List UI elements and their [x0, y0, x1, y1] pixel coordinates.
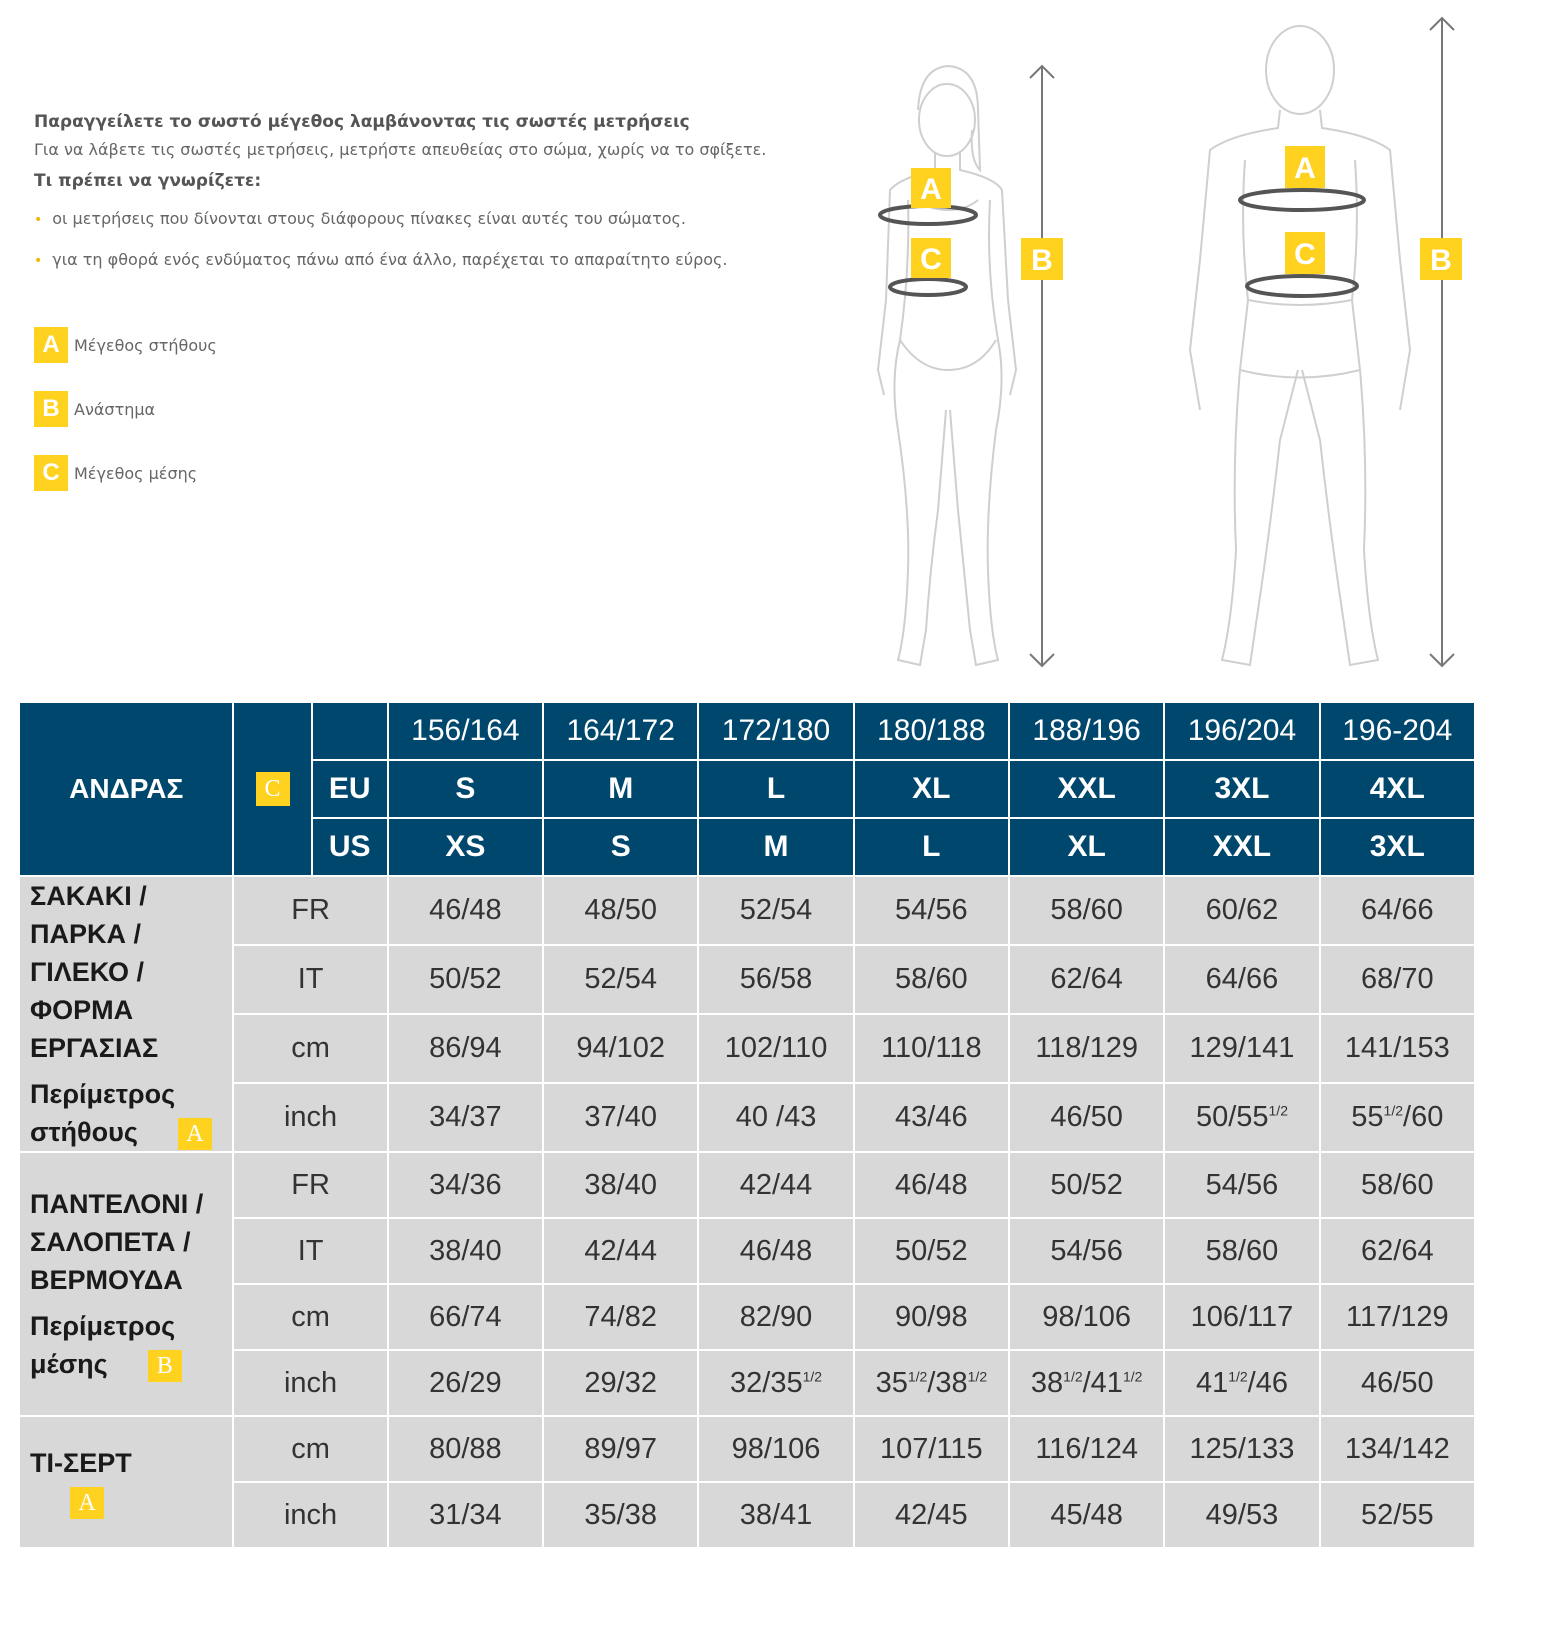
table-row	[19, 1482, 1475, 1548]
eu-size-header: L	[698, 760, 853, 818]
category-measure: Περίμετρος μέσης B	[30, 1307, 232, 1383]
value-cell: 54/56	[1164, 1152, 1319, 1218]
value-cell: 125/133	[1164, 1416, 1319, 1482]
unit-cell: IT	[233, 1218, 387, 1284]
figure-badge-a-text: A	[1294, 152, 1316, 185]
value-cell: 42/45	[854, 1482, 1009, 1548]
legend-label: Μέγεθος στήθους	[74, 335, 217, 355]
intro-instruction: Για να λάβετε τις σωστές μετρήσεις, μετρήστε απευθείας στο σώμα, χωρίς να το σφίξετε.	[34, 140, 767, 159]
eu-size-header: 4XL	[1320, 760, 1475, 818]
section-title: ΑΝΔΡΑΣ	[19, 702, 233, 876]
value-cell: 64/66	[1164, 945, 1319, 1014]
height-range-header: 180/188	[854, 702, 1009, 760]
value-cell: 110/118	[854, 1014, 1009, 1083]
value-cell: 52/55	[1320, 1482, 1475, 1548]
value-cell: 68/70	[1320, 945, 1475, 1014]
value-cell: 40 /43	[698, 1083, 853, 1152]
category-cell	[19, 1152, 233, 1416]
value-cell: 46/48	[698, 1218, 853, 1284]
us-size-header: S	[543, 818, 698, 876]
legend-label: Μέγεθος μέσης	[74, 463, 198, 483]
height-arrow-icon	[1030, 18, 1454, 666]
intro-section	[34, 108, 834, 291]
unit-cell: inch	[233, 1083, 387, 1152]
category-badge: A	[178, 1118, 212, 1150]
value-cell: 80/88	[388, 1416, 543, 1482]
category-name: ΣΑΚΑΚΙ / ΠΑΡΚΑ / ΓΙΛΕΚΟ / ΦΟΡΜΑ ΕΡΓΑΣΙΑΣ	[30, 881, 159, 1063]
bullet-text: οι μετρήσεις που δίνονται στους διάφορους πίνακες είναι αυτές του σώματος.	[52, 209, 686, 228]
value-cell: 46/48	[854, 1152, 1009, 1218]
value-cell: 106/117	[1164, 1284, 1319, 1350]
bullet-dot-icon: •	[34, 212, 43, 228]
us-size-header: L	[854, 818, 1009, 876]
value-cell: 62/64	[1009, 945, 1164, 1014]
value-cell: 64/66	[1320, 876, 1475, 945]
eu-size-header: M	[543, 760, 698, 818]
value-cell: 74/82	[543, 1284, 698, 1350]
value-cell: 42/44	[698, 1152, 853, 1218]
value-cell: 49/53	[1164, 1482, 1319, 1548]
value-cell: 37/40	[543, 1083, 698, 1152]
value-cell: 98/106	[698, 1416, 853, 1482]
table-row	[19, 945, 1475, 1014]
value-cell: 26/29	[388, 1350, 543, 1416]
value-cell: 38/41	[698, 1482, 853, 1548]
value-cell: 54/56	[854, 876, 1009, 945]
category-cell	[19, 1416, 233, 1548]
height-range-header: 196/204	[1164, 702, 1319, 760]
table-row	[19, 1284, 1475, 1350]
table-row	[19, 1350, 1475, 1416]
figure-badge-c-text: C	[1294, 238, 1316, 271]
value-cell: 50/52	[388, 945, 543, 1014]
value-cell: 58/60	[854, 945, 1009, 1014]
value-cell: 90/98	[854, 1284, 1009, 1350]
height-range-header: 196-204	[1320, 702, 1475, 760]
unit-cell: cm	[233, 1416, 387, 1482]
legend-item-b	[34, 391, 217, 427]
value-cell: 38/40	[543, 1152, 698, 1218]
value-cell: 52/54	[543, 945, 698, 1014]
value-cell: 118/129	[1009, 1014, 1164, 1083]
value-cell: 29/32	[543, 1350, 698, 1416]
value-cell: 46/50	[1009, 1083, 1164, 1152]
value-cell: 94/102	[543, 1014, 698, 1083]
value-cell: 46/48	[388, 876, 543, 945]
value-cell: 60/62	[1164, 876, 1319, 945]
eu-size-header: XL	[854, 760, 1009, 818]
section-badge-cell	[233, 702, 311, 876]
category-name: ΠΑΝΤΕΛΟΝΙ / ΣΑΛΟΠΕΤΑ / ΒΕΡΜΟΥΔΑ	[30, 1189, 204, 1295]
value-cell: $41^{1/2}/46$	[1164, 1350, 1319, 1416]
intro-bullet	[34, 250, 834, 269]
value-cell: 48/50	[543, 876, 698, 945]
figure-badge-c-text: C	[920, 243, 942, 276]
value-cell: 45/48	[1009, 1482, 1164, 1548]
bullet-dot-icon: •	[34, 253, 43, 269]
category-measure	[30, 1486, 104, 1516]
table-row	[19, 876, 1475, 945]
value-cell: $38^{1/2}/41^{1/2}$	[1009, 1350, 1164, 1416]
us-size-header: 3XL	[1320, 818, 1475, 876]
eu-size-header: S	[388, 760, 543, 818]
value-cell: 35/38	[543, 1482, 698, 1548]
legend-label: Ανάστημα	[74, 399, 156, 419]
unit-cell: cm	[233, 1284, 387, 1350]
value-cell: $32/35^{1/2}$	[698, 1350, 853, 1416]
value-cell: 116/124	[1009, 1416, 1164, 1482]
value-cell: $35^{1/2}/38^{1/2}$	[854, 1350, 1009, 1416]
body-measurement-figures	[860, 10, 1540, 690]
value-cell: 50/52	[1009, 1152, 1164, 1218]
figure-badge-a-text: A	[920, 173, 942, 206]
figure-badge-b-text: B	[1031, 244, 1053, 277]
value-cell: 50/52	[854, 1218, 1009, 1284]
table-row	[19, 1083, 1475, 1152]
value-cell: 129/141	[1164, 1014, 1319, 1083]
value-cell: 58/60	[1009, 876, 1164, 945]
intro-bullet	[34, 209, 834, 228]
value-cell: 107/115	[854, 1416, 1009, 1482]
value-cell: 86/94	[388, 1014, 543, 1083]
eu-label: EU	[312, 760, 388, 818]
intro-know-heading: Τι πρέπει να γνωρίζετε:	[34, 171, 262, 191]
value-cell: 102/110	[698, 1014, 853, 1083]
category-name: ΤΙ-ΣΕΡΤ	[30, 1448, 132, 1478]
measurement-legend	[34, 327, 217, 519]
blank-header-cell	[312, 702, 388, 760]
us-label: US	[312, 818, 388, 876]
table-row	[19, 1416, 1475, 1482]
value-cell: 58/60	[1320, 1152, 1475, 1218]
value-cell: 54/56	[1009, 1218, 1164, 1284]
unit-cell: FR	[233, 876, 387, 945]
table-row	[19, 1014, 1475, 1083]
legend-badge: B	[34, 391, 68, 427]
bullet-text: για τη φθορά ενός ενδύματος πάνω από ένα άλλο, παρέχεται το απαραίτητο εύρος.	[52, 250, 728, 269]
section-badge: C	[256, 772, 290, 806]
intro-title: Παραγγείλετε το σωστό μέγεθος λαμβάνοντας τις σωστές μετρήσεις	[34, 112, 690, 132]
us-size-header: XXL	[1164, 818, 1319, 876]
size-chart-table	[18, 701, 1476, 1549]
value-cell: 31/34	[388, 1482, 543, 1548]
man-figure-icon	[1190, 26, 1410, 665]
table-row	[19, 1152, 1475, 1218]
unit-cell: FR	[233, 1152, 387, 1218]
value-cell: 134/142	[1320, 1416, 1475, 1482]
value-cell: 89/97	[543, 1416, 698, 1482]
value-cell: $50/55^{1/2}$	[1164, 1083, 1319, 1152]
unit-cell: IT	[233, 945, 387, 1014]
category-badge: A	[70, 1487, 104, 1519]
value-cell: 56/58	[698, 945, 853, 1014]
category-badge: B	[148, 1350, 182, 1382]
height-range-header: 164/172	[543, 702, 698, 760]
value-cell: 46/50	[1320, 1350, 1475, 1416]
value-cell: 58/60	[1164, 1218, 1319, 1284]
header-row-heights	[19, 702, 1475, 760]
value-cell: 38/40	[388, 1218, 543, 1284]
intro-bullets	[34, 209, 834, 269]
unit-cell: inch	[233, 1350, 387, 1416]
value-cell: 42/44	[543, 1218, 698, 1284]
legend-item-c	[34, 455, 217, 491]
value-cell: $55^{1/2}/60$	[1320, 1083, 1475, 1152]
legend-item-a	[34, 327, 217, 363]
height-range-header: 172/180	[698, 702, 853, 760]
value-cell: 34/37	[388, 1083, 543, 1152]
height-range-header: 188/196	[1009, 702, 1164, 760]
eu-size-header: XXL	[1009, 760, 1164, 818]
value-cell: 62/64	[1320, 1218, 1475, 1284]
value-cell: 66/74	[388, 1284, 543, 1350]
figure-badge-b-text: B	[1430, 244, 1452, 277]
value-cell: 82/90	[698, 1284, 853, 1350]
us-size-header: M	[698, 818, 853, 876]
table-row	[19, 1218, 1475, 1284]
unit-cell: cm	[233, 1014, 387, 1083]
category-measure: Περίμετρος στήθους A	[30, 1075, 232, 1151]
legend-badge: C	[34, 455, 68, 491]
category-cell	[19, 876, 233, 1152]
value-cell: 141/153	[1320, 1014, 1475, 1083]
eu-size-header: 3XL	[1164, 760, 1319, 818]
value-cell: 43/46	[854, 1083, 1009, 1152]
value-cell: 34/36	[388, 1152, 543, 1218]
height-range-header: 156/164	[388, 702, 543, 760]
woman-figure-icon	[878, 66, 1016, 665]
value-cell: 117/129	[1320, 1284, 1475, 1350]
us-size-header: XL	[1009, 818, 1164, 876]
us-size-header: XS	[388, 818, 543, 876]
value-cell: 98/106	[1009, 1284, 1164, 1350]
unit-cell: inch	[233, 1482, 387, 1548]
legend-badge: A	[34, 327, 68, 363]
value-cell: 52/54	[698, 876, 853, 945]
